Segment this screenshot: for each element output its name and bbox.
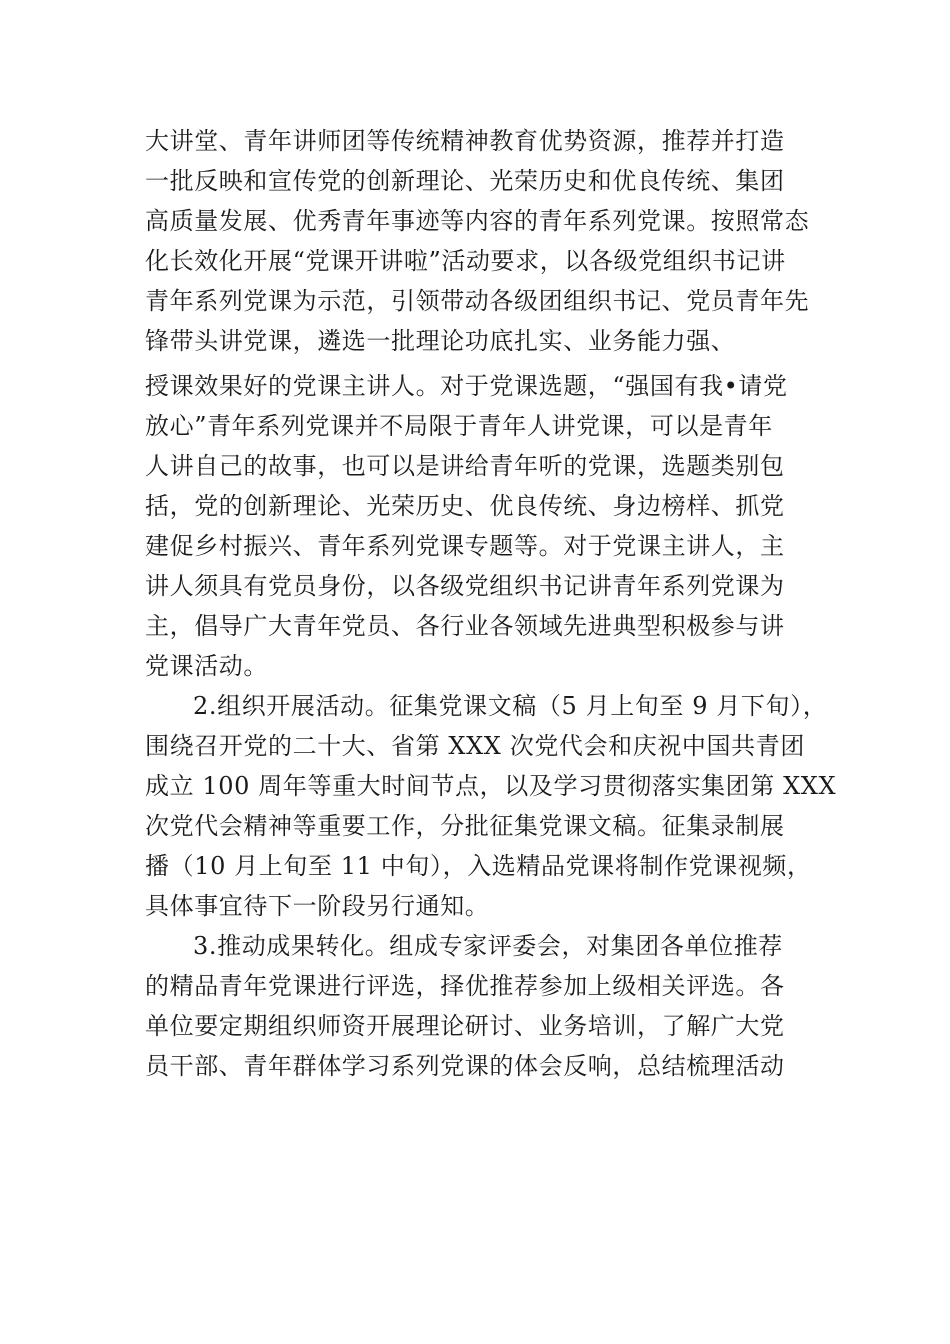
body-line-4: 化长效化开展“党课开讲啦”活动要求，以各级党组织书记讲 (145, 247, 786, 275)
body-line-14: 党课活动。 (145, 652, 268, 680)
body-line-16: 围绕召开党的二十大、省第 XXX 次党代会和庆祝中国共青团 (145, 732, 805, 760)
body-line-3: 高质量发展、优秀青年事迹等内容的青年系列党课。按照常态 (145, 207, 810, 235)
body-line-10: 括，党的创新理论、光荣历史、优良传统、身边榜样、抓党 (145, 492, 785, 520)
body-line-12: 讲人须具有党员身份，以各级党组织书记讲青年系列党课为 (145, 572, 785, 600)
body-line-5: 青年系列党课为示范，引领带动各级团组织书记、党员青年先 (145, 287, 810, 315)
body-line-24: 员干部、青年群体学习系列党课的体会反响，总结梳理活动 (145, 1052, 785, 1080)
body-line-6: 锋带头讲党课，遴选一批理论功底扎实、业务能力强、 (145, 327, 736, 355)
body-line-17: 成立 100 周年等重大时间节点，以及学习贯彻落实集团第 XXX (145, 772, 837, 800)
body-line-18: 次党代会精神等重要工作，分批征集党课文稿。征集录制展 (145, 812, 785, 840)
body-line-20: 具体事宜待下一阶段另行通知。 (145, 892, 490, 920)
body-line-2: 一批反映和宣传党的创新理论、光荣历史和优良传统、集团 (145, 167, 785, 195)
body-line-23: 单位要定期组织师资开展理论研讨、业务培训，了解广大党 (145, 1012, 785, 1040)
body-line-7: 授课效果好的党课主讲人。对于党课选题，“强国有我•请党 (145, 372, 788, 400)
body-line-11: 建促乡村振兴、青年系列党课专题等。对于党课主讲人，主 (145, 532, 785, 560)
paragraph-3-heading: 3.推动成果转化。组成专家评委会，对集团各单位推荐 (193, 932, 783, 960)
body-line-13: 主，倡导广大青年党员、各行业各领域先进典型积极参与讲 (145, 612, 785, 640)
body-line-9: 人讲自己的故事，也可以是讲给青年听的党课，选题类别包 (145, 452, 785, 480)
body-line-8: 放心”青年系列党课并不局限于青年人讲党课，可以是青年 (145, 412, 773, 440)
paragraph-2-heading: 2.组织开展活动。征集党课文稿（5 月上旬至 9 月下旬）， (193, 692, 828, 720)
body-line-19: 播（10 月上旬至 11 中旬），入选精品党课将制作党课视频， (145, 852, 812, 880)
body-line-22: 的精品青年党课进行评选，择优推荐参加上级相关评选。各 (145, 972, 785, 1000)
body-line-1: 大讲堂、青年讲师团等传统精神教育优势资源，推荐并打造 (145, 127, 785, 155)
